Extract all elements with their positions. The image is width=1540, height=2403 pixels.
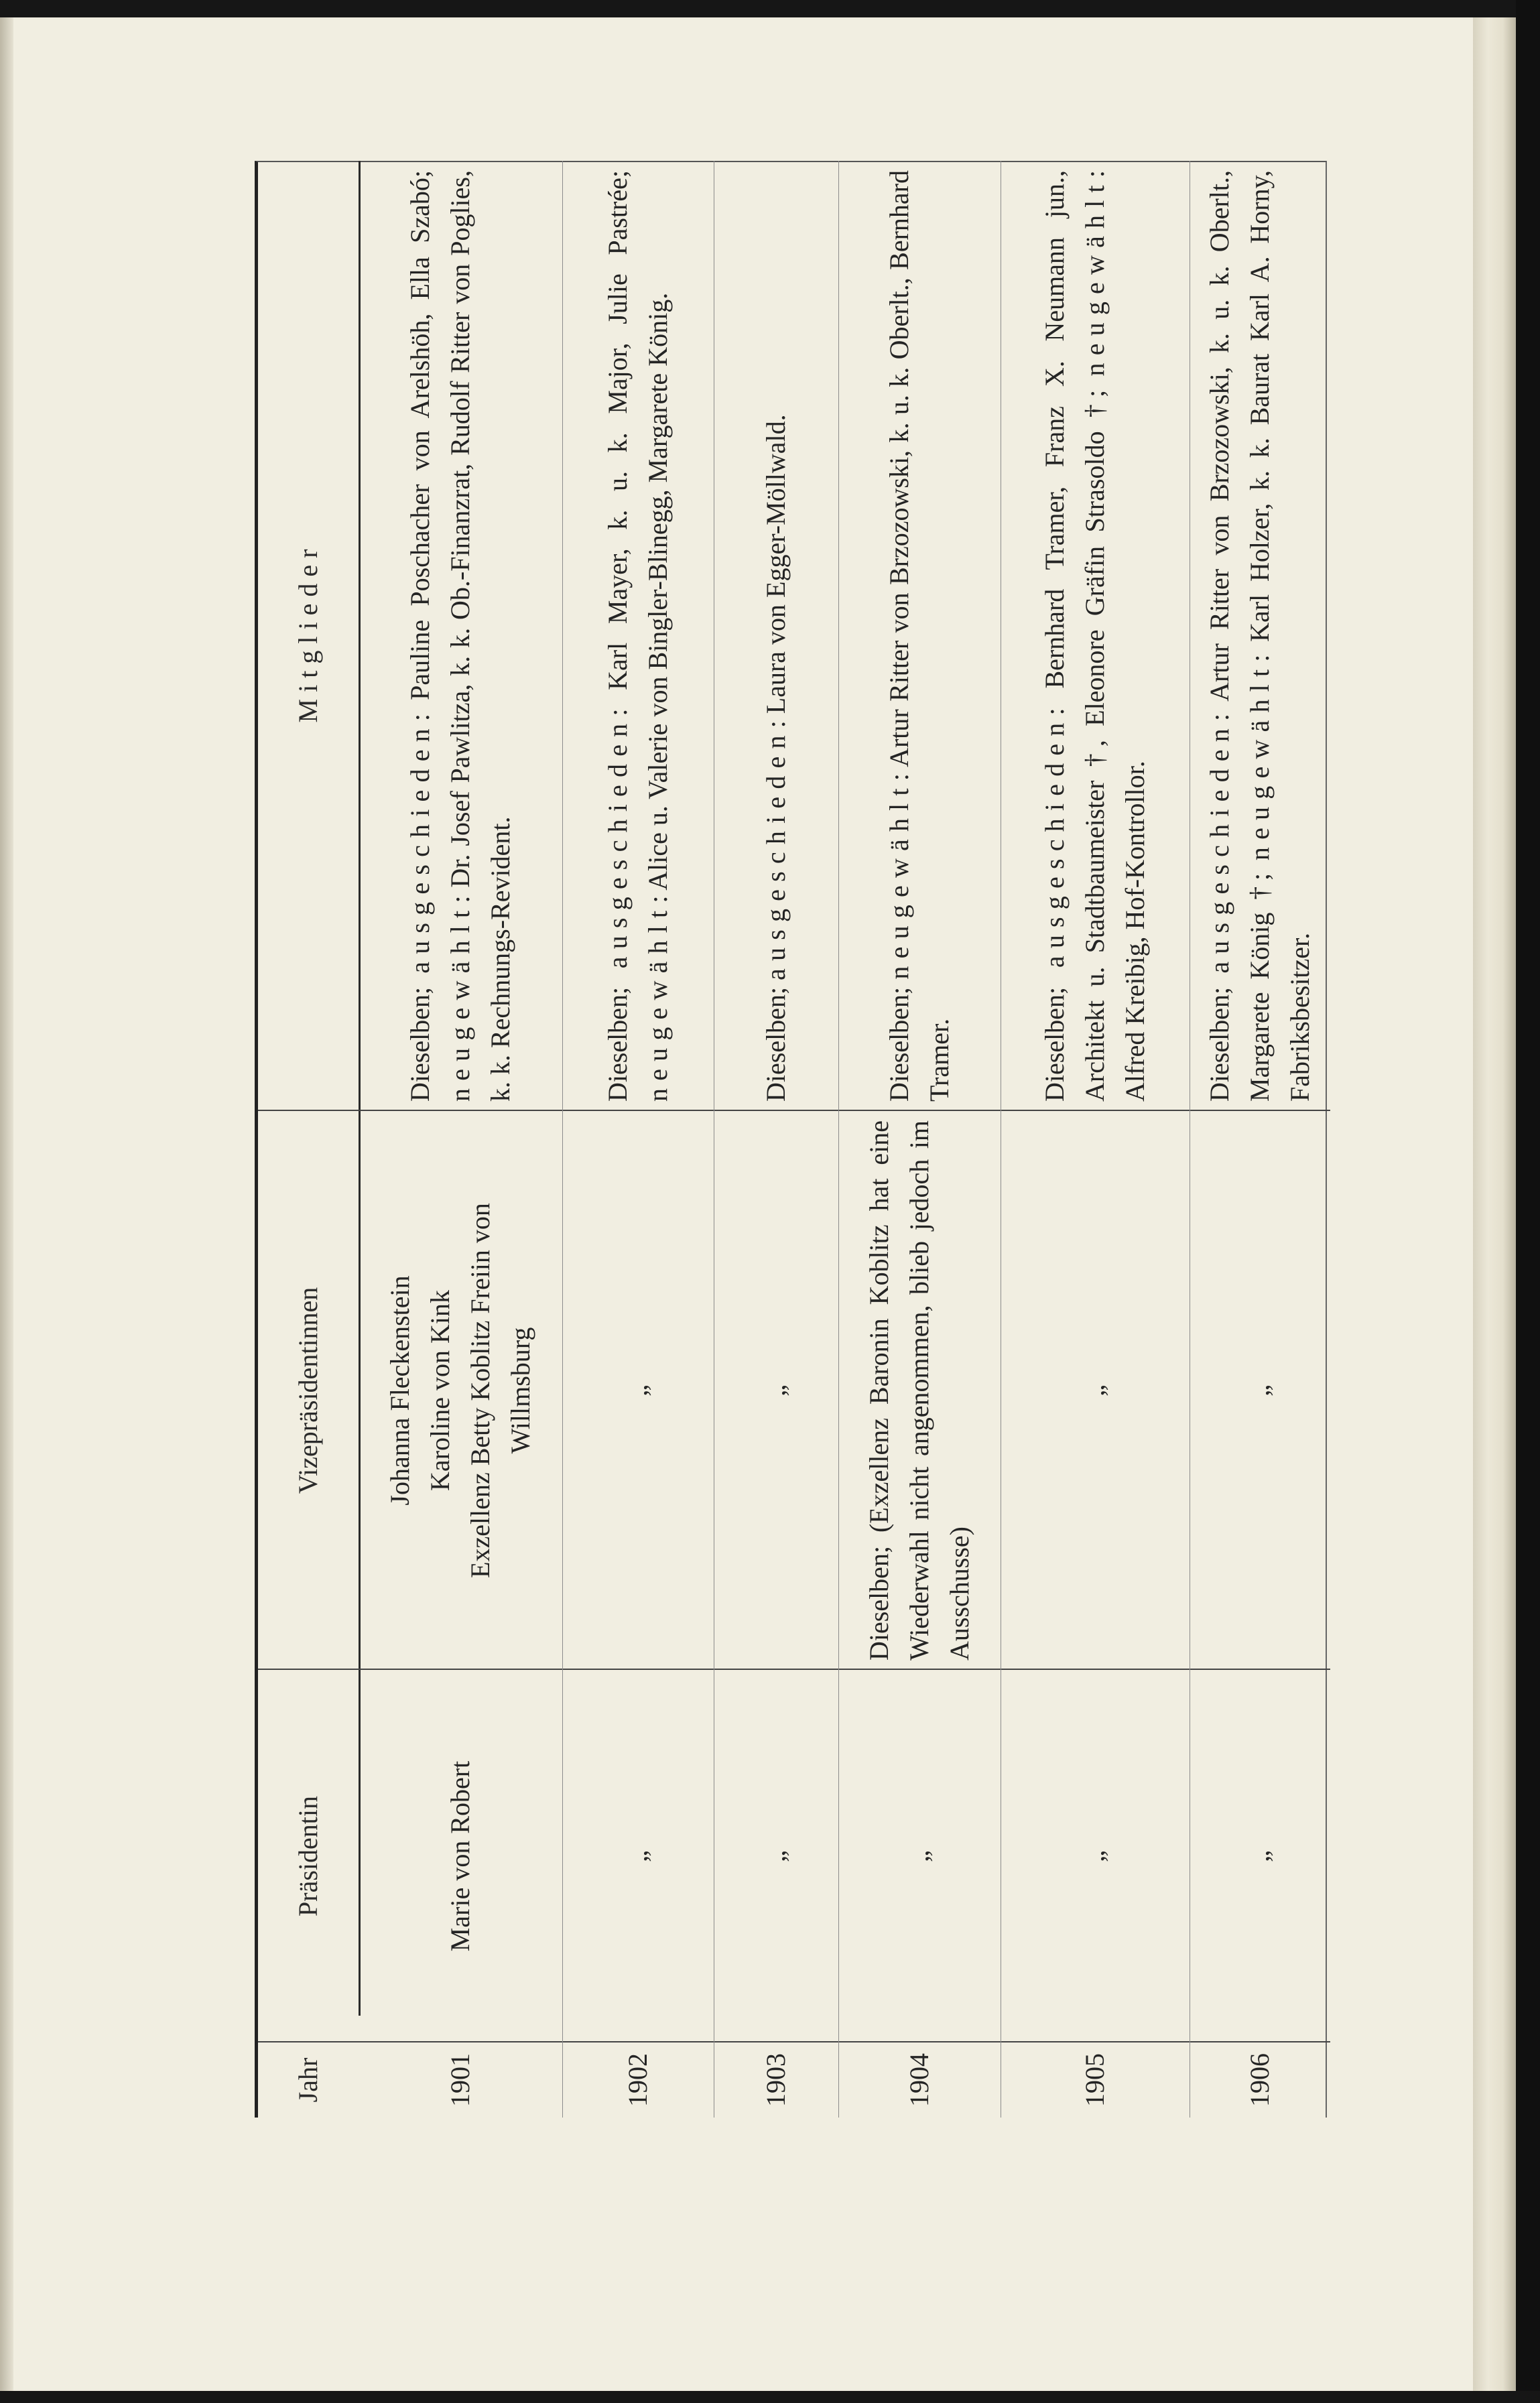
vice-presidents-ditto: „ <box>1244 1384 1275 1397</box>
vice-presidents-cell <box>838 1111 1001 1670</box>
vice-line: Johanna Fleckenstein <box>385 1275 415 1506</box>
members-spaced-word: neugewählt <box>445 903 475 1102</box>
scan-top-border <box>0 0 1540 17</box>
vice-presidents-note: Dieselben; (Exzellenz Baronin Koblitz hat eine Wiederwahl nicht angenommen, blieb jedoch im Ausschusse) <box>864 1120 974 1661</box>
vice-presidents-ditto: „ <box>761 1384 791 1397</box>
table-row <box>359 161 562 2118</box>
table-row <box>1190 161 1330 2118</box>
members-spaced-word: ausgeschieden <box>761 728 791 980</box>
members-lead: Dieselben; <box>1039 968 1070 1102</box>
vice-line: Karoline von Kink <box>425 1290 455 1491</box>
table-row <box>562 161 714 2118</box>
members-lead: Dieselben; <box>1204 973 1234 1102</box>
members-cell <box>562 161 714 1111</box>
scan-right-border <box>1516 0 1540 2403</box>
table-header <box>258 161 359 2118</box>
vice-line: Willmsburg <box>505 1327 535 1454</box>
members-lead: Dieselben; <box>602 968 633 1102</box>
president-ditto: „ <box>1244 1850 1275 1862</box>
president-ditto: „ <box>761 1850 791 1862</box>
members-lead: Dieselben; <box>405 973 435 1102</box>
vice-presidents-ditto: „ <box>1080 1384 1110 1397</box>
table-row <box>1001 161 1190 2118</box>
table-row <box>714 161 838 2118</box>
header-year: Jahr <box>293 2057 323 2103</box>
members-spaced-word: neugewählt <box>643 903 673 1102</box>
year-cell: 1903 <box>761 2053 791 2107</box>
members-spaced-word: ausgeschieden <box>405 721 435 974</box>
members-text: : Dr. Josef Pawlitza, k. k. Ob.-Finanzrat, Rudolf Ritter von Poglies, k. k. Rechnungs-Revident. <box>445 170 515 1102</box>
members-spaced-word: neugewählt <box>884 781 914 980</box>
president-cell: Marie von Robert <box>445 1760 475 1952</box>
president-ditto: „ <box>623 1850 653 1862</box>
members-cell <box>714 161 838 1111</box>
vice-presidents-cell <box>359 1111 562 1670</box>
members-text: : Alice u. Valerie von Bingler-Blinegg, Margarete König. <box>643 292 673 903</box>
president-ditto: „ <box>1080 1850 1110 1862</box>
year-cell: 1904 <box>904 2053 934 2107</box>
year-cell: 1906 <box>1244 2053 1275 2107</box>
year-cell: 1901 <box>445 2053 475 2107</box>
members-text: : Pauline Poschacher von Arelshöh, Ella Szabó; <box>405 170 435 722</box>
members-cell <box>1190 161 1330 1111</box>
vice-presidents-ditto: „ <box>623 1384 653 1397</box>
members-cell <box>838 161 1001 1111</box>
members-text: : Karl Holzer, k. k. Baurat Karl A. Horny, Fabriksbesitzer. <box>1244 170 1315 1102</box>
year-cell: 1905 <box>1080 2053 1110 2107</box>
scan-bottom-border <box>0 2391 1540 2403</box>
committee-table <box>255 161 1327 2118</box>
page-gutter <box>0 17 13 2391</box>
members-text: : Laura von Egger-Möllwald. <box>761 414 791 728</box>
members-text: : Alfred Kreibig, Hof-Kontrollor. <box>1080 170 1150 1102</box>
members-spaced-word: neugewählt <box>1080 178 1110 377</box>
members-text: : Artur Ritter von Brzozowski, k. u. k. Oberlt., Margarete König †; <box>1204 170 1275 1102</box>
members-spaced-word: neugewählt <box>1244 661 1275 861</box>
members-cell <box>359 161 562 1111</box>
members-spaced-word: ausgeschieden <box>602 716 633 969</box>
members-text: : Artur Ritter von Brzozowski, k. u. k. Oberlt., Bernhard Tramer. <box>884 170 954 1102</box>
members-spaced-word: ausgeschieden <box>1204 721 1234 974</box>
members-text: : Bernhard Tramer, Franz X. Neumann jun., Architekt u. Stadtbaumeister †, Eleonore Gräfin Strasoldo †; <box>1039 170 1110 1102</box>
members-lead: Dieselben; <box>884 979 914 1102</box>
header-members: M i t g l i e d e r <box>293 549 323 723</box>
members-spaced-word: ausgeschieden <box>1039 715 1070 968</box>
vice-line: Exzellenz Betty Koblitz Freiin von <box>465 1203 495 1578</box>
table-row <box>838 161 1001 2118</box>
members-text: : Karl Mayer, k. u. k. Major, Julie Pastrée; <box>602 170 633 716</box>
page-stack-edge <box>1473 17 1516 2391</box>
year-cell: 1902 <box>623 2053 653 2107</box>
members-lead: Dieselben; <box>761 980 791 1102</box>
president-ditto: „ <box>904 1850 934 1862</box>
members-cell <box>1001 161 1190 1111</box>
header-vice-presidents: Vizepräsidentinnen <box>293 1287 323 1494</box>
header-president: Präsidentin <box>293 1796 323 1917</box>
